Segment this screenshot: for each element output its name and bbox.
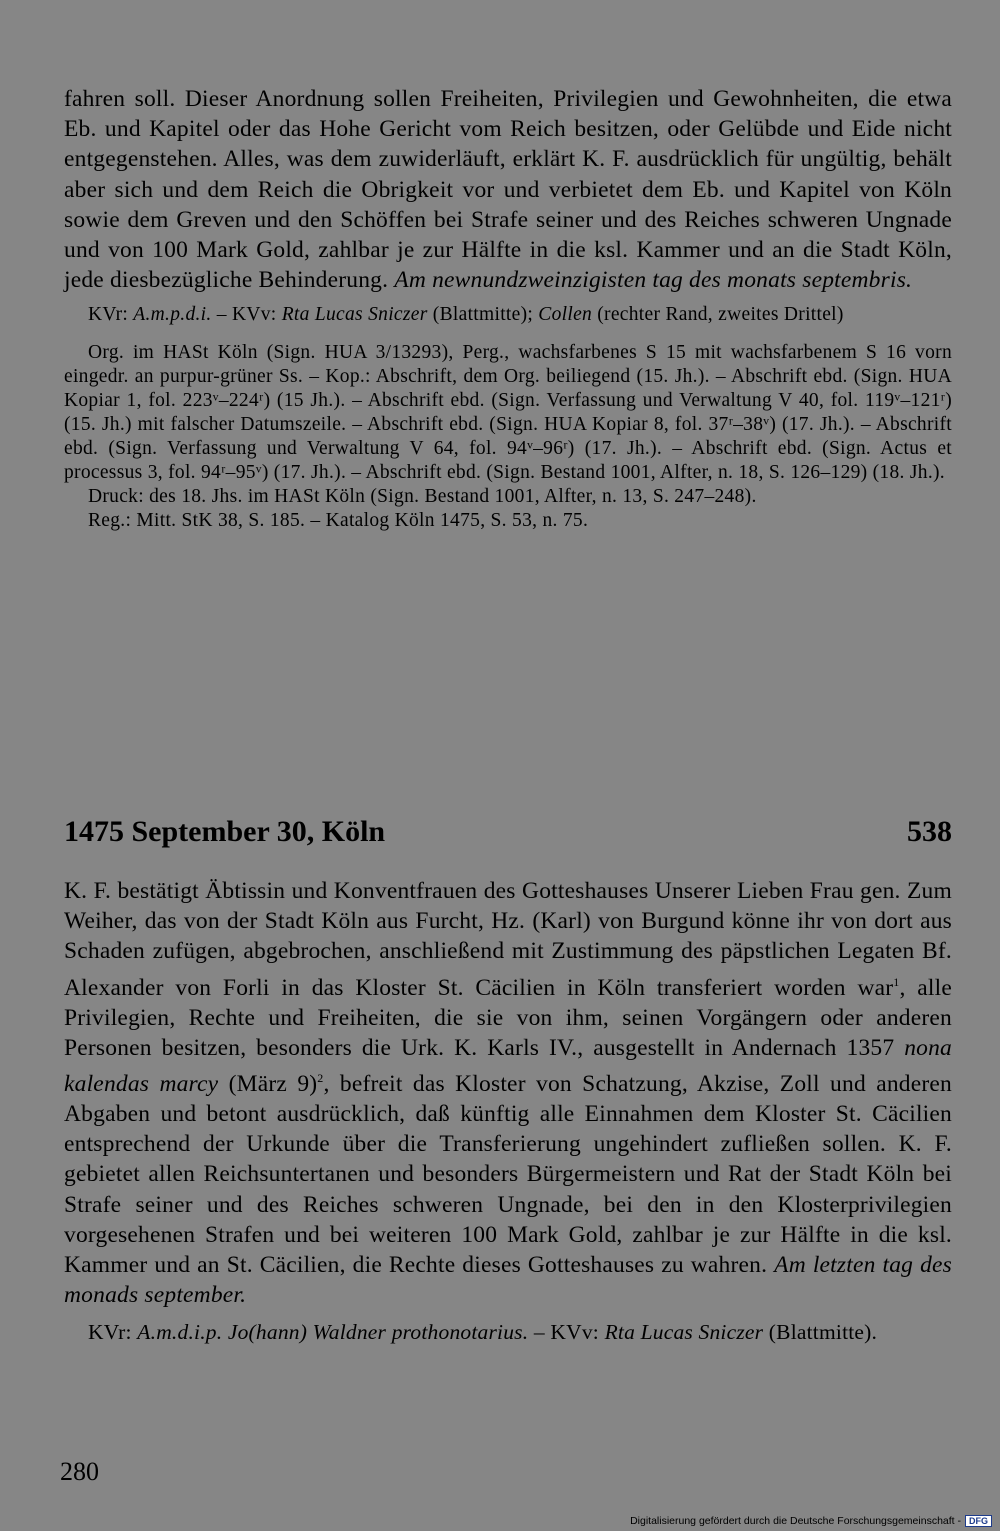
entry-538-body-part-c: (März 9) <box>218 1070 318 1097</box>
kvv-position: (Blattmitte). <box>763 1319 878 1344</box>
entry-538-number: 538 <box>907 815 952 848</box>
entry-537-kanzlei-note <box>64 303 952 327</box>
entry-538-body-part-d: , befreit das Kloster von Schatzung, Akzise, Zoll und anderen Abgaben und betont ausdrücklich, daß künftig alle Einnahmen dem Kloster St. Cäcilien entsprechend der Urkunde über die Transferierung ungehindert zufließen sollen. K. F. gebietet allen Reichsuntertanen und besonders Bürgermeistern und Rat der Stadt Köln bei Strafe seiner und des Reiches schweren Ungnade, bei den in den Klosterprivilegien vorgesehenen Strafen und bei weiteren 100 Mark Gold, zahlbar je zur Hälfte in die ksl. Kammer und an St. Cäcilien, die Rechte dieses Gotteshauses zu wahren. <box>64 1070 952 1279</box>
entry-538-date-latin: Am letzten tag des monads september. <box>64 1252 953 1309</box>
entry-537-date-latin: Am newnundzweinzigisten tag des monats septembris. <box>394 267 913 294</box>
entry-537-regest: Reg.: Mitt. StK 38, S. 185. – Katalog Köln 1475, S. 53, n. 75. <box>88 510 589 532</box>
entry-538-kanzlei-note <box>64 1319 952 1346</box>
footnote-ref-2: 2 <box>317 1071 324 1086</box>
kvv-text: Rta Lucas Sniczer <box>281 304 428 326</box>
entry-538-body <box>64 876 952 1311</box>
entry-538-body-part-b: , alle Privilegien, Rechte und Freiheiten, die sie von ihm, seinen Vorgängern oder anderen Personen besitzen, besonders die Urk. K. Karls IV., ausgestellt in Andernach 1357 <box>64 974 952 1061</box>
entry-538-latin-date: nona kalendas marcy <box>64 1034 952 1097</box>
kvr-text: A.m.d.i.p. Jo(hann) Waldner prothonotarius. <box>137 1319 529 1344</box>
dfg-logo-icon: DFG <box>965 1515 992 1527</box>
kvv-label: – KVv: <box>211 304 282 326</box>
collen-position: (rechter Rand, zweites Drittel) <box>592 304 844 326</box>
entry-537-sources: Org. im HASt Köln (Sign. HUA 3/13293), Perg., wachsfarbenes S 15 mit wachsfarbenem S 16 vorn eingedr. an purpur-grüner Ss. – Kop.: Abschrift, dem Org. beiliegend (15. Jh.). – Abschrift ebd. (Sign. HUA Kopiar 1, fol. 223ᵛ–224ʳ) (15 Jh.). – Abschrift ebd. (Sign. Verfassung und Verwaltung V 40, fol. 119ᵛ–121ʳ) (15. Jh.) mit falscher Datumszeile. – Abschrift ebd. (Sign. HUA Kopiar 8, fol. 37ʳ–38ᵛ) (17. Jh.). – Abschrift ebd. (Sign. Verfassung und Verwaltung V 64, fol. 94ᵛ–96ʳ) (17. Jh.). – Abschrift ebd. (Sign. Actus et processus 3, fol. 94ʳ–95ᵛ) (17. Jh.). – Abschrift ebd. (Sign. Bestand 1001, Alfter, n. 18, S. 126–129) (18. Jh.). <box>64 342 952 484</box>
entry-538-date-place: 1475 September 30, Köln <box>64 815 386 848</box>
entry-538-heading <box>64 815 952 849</box>
entry-537-print: Druck: des 18. Jhs. im HASt Köln (Sign. Bestand 1001, Alfter, n. 13, S. 247–248). <box>88 486 757 508</box>
kvr-label: KVr: <box>88 304 134 326</box>
entry-538 <box>64 876 952 1346</box>
footer-credit <box>630 1515 992 1527</box>
entry-537-body-text: fahren soll. Dieser Anordnung sollen Freiheiten, Privilegien und Gewohnheiten, die etwa Eb. und Kapitel oder das Hohe Gericht vom Reich besitzen, oder Gelübde und Eide nicht entgegenstehen. Alles, was dem zuwiderläuft, erklärt K. F. ausdrücklich für ungültig, behält aber sich und dem Reich die Obrigkeit vor und verbietet dem Eb. und Kapitel von Köln sowie dem Greven und den Schöffen bei Strafe seiner und des Reiches schweren Ungnade und von 100 Mark Gold, zahlbar je zur Hälfte in die ksl. Kammer und an die Stadt Köln, jede diesbezügliche Behinderung. <box>64 86 952 294</box>
kvv-label: – KVv: <box>528 1319 605 1344</box>
collen-text: Collen <box>538 304 593 326</box>
kvv-text: Rta Lucas Sniczer <box>604 1319 764 1344</box>
footer-credit-text: Digitalisierung gefördert durch die Deutsche Forschungsgemeinschaft - <box>630 1515 961 1527</box>
entry-537-continuation <box>64 84 952 533</box>
kvr-text: A.m.p.d.i. <box>133 304 212 326</box>
footnote-ref-1: 1 <box>893 974 900 989</box>
page-number: 280 <box>60 1457 99 1486</box>
entry-537-body <box>64 84 952 295</box>
entry-538-body-part-a: K. F. bestätigt Äbtissin und Konventfrauen des Gotteshauses Unserer Lieben Frau gen. Zum Weiher, das von der Stadt Köln aus Furcht, Hz. (Karl) von Burgund könne ihr von dort aus Schaden zufügen, abgebrochen, anschließend mit Zustimmung des päpstlichen Legaten Bf. Alexander von Forli in das Kloster St. Cäcilien in Köln transferiert worden war <box>64 878 952 1001</box>
kvr-label: KVr: <box>88 1319 138 1344</box>
kvv-position: (Blattmitte); <box>427 304 539 326</box>
